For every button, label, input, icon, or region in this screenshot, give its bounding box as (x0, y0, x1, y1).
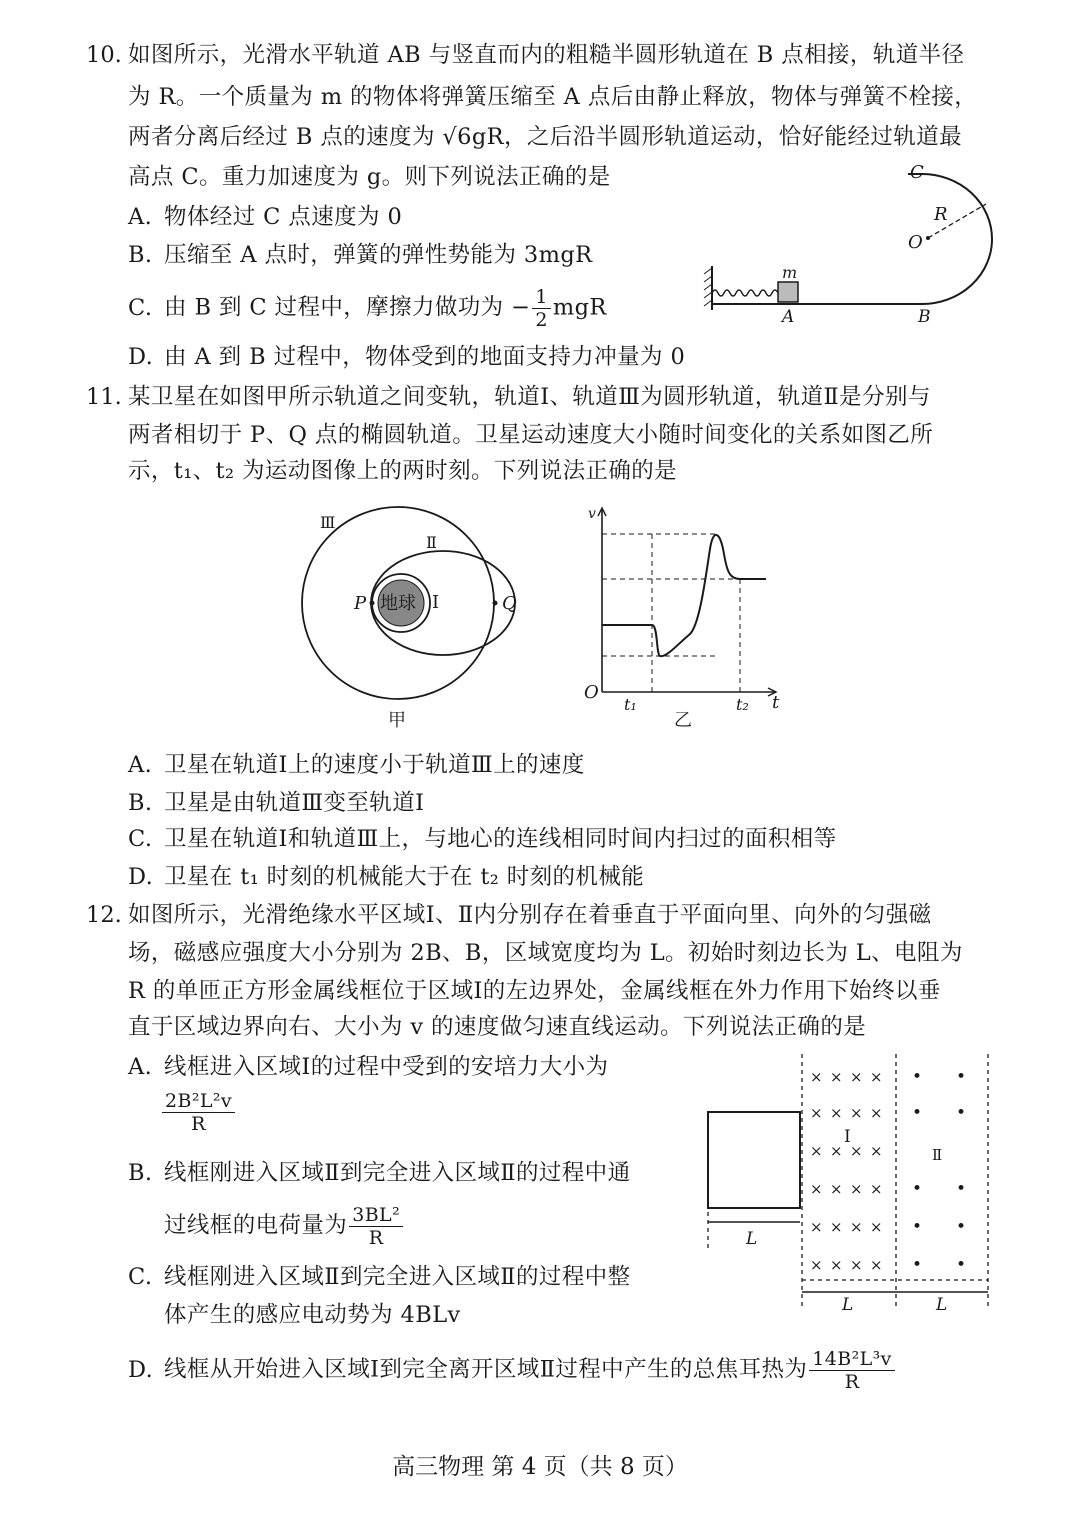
orbit-1-label: Ⅰ (432, 592, 440, 613)
q10-label-b: B (918, 307, 931, 327)
q10-option-c-frac-num: 1 (532, 286, 551, 309)
cross: × (830, 1256, 843, 1274)
cross: × (810, 1218, 823, 1236)
q10-option-a-label: A. (128, 204, 153, 230)
q11-option-d (128, 862, 644, 892)
q10-wall-hatch (704, 268, 712, 306)
q12-option-a-label: A. (128, 1054, 153, 1080)
cross: × (850, 1068, 863, 1086)
cross: × (810, 1180, 823, 1198)
q10-stem-line-3: 两者分离后经过 B 点的速度为 √6gR，之后沿半圆形轨道运动，恰好能经过轨道最 (128, 124, 962, 150)
cross: × (810, 1104, 823, 1122)
dot: • (912, 1217, 923, 1237)
q12-stem-line-1: 如图所示，光滑绝缘水平区域Ⅰ、Ⅱ内分别存在着垂直于平面向里、向外的匀强磁 (128, 902, 932, 928)
cross: × (870, 1068, 883, 1086)
q12-stem-line-2: 场，磁感应强度大小分别为 2B、B，区域宽度均为 L。初始时刻边长为 L、电阻为 (128, 940, 963, 966)
q10-label-r: R (934, 204, 948, 225)
cross: × (870, 1218, 883, 1236)
cross: × (870, 1104, 883, 1122)
q12-option-d-frac-num: 14B²L³v (809, 1348, 895, 1371)
dot: • (956, 1179, 967, 1199)
q12-option-b-label: B. (128, 1160, 153, 1186)
q12-option-d (128, 1348, 897, 1393)
cross: × (850, 1142, 863, 1160)
q12-option-a-fraction-wrap (160, 1090, 237, 1135)
q10-option-d-label: D. (128, 344, 154, 370)
dot: • (912, 1103, 923, 1123)
q10-option-a-text: 物体经过 C 点速度为 0 (164, 204, 403, 230)
q10-option-c-label: C. (128, 294, 153, 321)
q12-option-c-line-2 (164, 1300, 461, 1330)
region-1-field (810, 1068, 883, 1274)
q10-block (778, 282, 798, 302)
q12-option-d-fraction (809, 1348, 895, 1393)
q12-option-b-fraction (349, 1204, 403, 1249)
q11-option-a-label: A. (128, 752, 153, 778)
q10-semicircle (922, 174, 992, 304)
v-axis-label: v (588, 506, 596, 522)
q10-label-c: C (910, 162, 924, 183)
q12-option-b-text-1: 线框刚进入区域Ⅱ到完全进入区域Ⅱ的过程中通 (164, 1160, 631, 1186)
cross: × (830, 1142, 843, 1160)
q10-option-c-text: 由 B 到 C 过程中，摩擦力做功为 − (164, 294, 531, 321)
cross: × (870, 1180, 883, 1198)
frame-width-label: L (746, 1229, 758, 1249)
t1-label: t₁ (624, 695, 637, 714)
q11-guides (602, 534, 766, 692)
q10-option-b (128, 240, 593, 270)
cross: × (870, 1142, 883, 1160)
orbit-2-label: Ⅱ (426, 533, 437, 552)
q11-stem-line-1: 某卫星在如图甲所示轨道之间变轨，轨道Ⅰ、轨道Ⅲ为圆形轨道，轨道Ⅱ是分别与 (128, 384, 931, 410)
figure-jia-caption: 甲 (388, 710, 406, 731)
q11-stem-line-2: 两者相切于 P、Q 点的椭圆轨道。卫星运动速度大小随时间变化的关系如图乙所 (128, 422, 934, 448)
region-1-width-label: L (842, 1295, 854, 1315)
q12-option-b-frac-num: 3BL² (349, 1204, 403, 1227)
q11-option-b-label: B. (128, 790, 153, 816)
q12-stem-line-3: R 的单匝正方形金属线框位于区域Ⅰ的左边界处，金属线框在外力作用下始终以垂 (128, 978, 941, 1004)
q11-figure-yi (580, 504, 790, 734)
q12-stem-line-4: 直于区域边界向右、大小为 v 的速度做匀速直线运动。下列说法正确的是 (128, 1014, 867, 1040)
q12-number: 12. (86, 902, 122, 928)
t-axis-label: t (772, 692, 780, 713)
region-2-width-label: L (936, 1295, 948, 1315)
q10-label-o: O (908, 232, 923, 253)
q10-option-b-label: B. (128, 242, 153, 268)
q12-option-b-line-2 (164, 1204, 405, 1249)
q10-option-a (128, 202, 402, 232)
q11-number: 11. (86, 384, 122, 410)
q12-option-a-text: 线框进入区域Ⅰ的过程中受到的安培力大小为 (164, 1054, 609, 1080)
q12-option-c (128, 1262, 631, 1292)
dot: • (956, 1067, 967, 1087)
q10-label-a: A (782, 307, 795, 327)
page-footer: 高三物理 第 4 页（共 8 页） (392, 1454, 688, 1480)
cross: × (870, 1256, 883, 1274)
q12-option-c-text-2: 体产生的感应电动势为 4BLv (164, 1302, 461, 1328)
q11-option-c-text: 卫星在轨道Ⅰ和轨道Ⅲ上，与地心的连线相同时间内扫过的面积相等 (164, 826, 837, 852)
region-2-label: Ⅱ (932, 1146, 943, 1164)
dot: • (956, 1217, 967, 1237)
q10-option-d (128, 342, 685, 372)
q12-option-a-fraction (162, 1090, 235, 1135)
q12-option-a-frac-den: R (191, 1113, 206, 1135)
cross: × (850, 1104, 863, 1122)
q10-figure (700, 158, 1000, 328)
q11-figure-jia (300, 508, 520, 748)
cross: × (850, 1180, 863, 1198)
q11-option-b-text: 卫星是由轨道Ⅲ变至轨道Ⅰ (164, 790, 425, 816)
dot: • (956, 1103, 967, 1123)
region-boundaries (708, 1054, 988, 1310)
q12-option-d-frac-den: R (844, 1371, 860, 1393)
point-p-dot (370, 601, 375, 606)
cross: × (810, 1142, 823, 1160)
cross: × (830, 1218, 843, 1236)
q11-option-c (128, 824, 837, 854)
q11-stem-line-3: 示，t₁、t₂ 为运动图像上的两时刻。下列说法正确的是 (128, 458, 678, 484)
q12-option-b-text-2: 过线框的电荷量为 (164, 1212, 348, 1239)
earth-label: 地球 (380, 593, 416, 614)
q10-option-c-tail: mgR (552, 294, 607, 321)
q11-option-a (128, 750, 585, 780)
dot: • (912, 1179, 923, 1199)
wire-frame (708, 1112, 800, 1208)
q12-option-d-text: 线框从开始进入区域Ⅰ到完全离开区域Ⅱ过程中产生的总焦耳热为 (164, 1356, 808, 1383)
q10-option-c (128, 286, 607, 331)
dot: • (912, 1067, 923, 1087)
q10-stem-line-2: 为 R。一个质量为 m 的物体将弹簧压缩至 A 点后由静止释放，物体与弹簧不栓接， (128, 84, 978, 110)
figure-yi-caption: 乙 (674, 710, 692, 731)
cross: × (830, 1180, 843, 1198)
q10-stem-line-1: 如图所示，光滑水平轨道 AB 与竖直而内的粗糙半圆形轨道在 B 点相接，轨道半径 (128, 42, 965, 68)
cross: × (830, 1104, 843, 1122)
q11-option-a-text: 卫星在轨道Ⅰ上的速度小于轨道Ⅲ上的速度 (164, 752, 585, 778)
origin-label: O (584, 682, 599, 703)
point-q-label: Q (502, 593, 517, 614)
point-p-label: P (354, 593, 367, 614)
cross: × (810, 1068, 823, 1086)
q12-option-a-frac-num: 2B²L²v (162, 1090, 235, 1113)
q11-option-d-text: 卫星在 t₁ 时刻的机械能大于在 t₂ 时刻的机械能 (164, 864, 645, 890)
q11-option-d-label: D. (128, 864, 154, 890)
q11-option-c-label: C. (128, 826, 153, 852)
cross: × (810, 1256, 823, 1274)
cross: × (830, 1068, 843, 1086)
region-2-field (912, 1067, 966, 1275)
q10-number: 10. (86, 42, 122, 68)
dot: • (956, 1255, 967, 1275)
q10-option-d-text: 由 A 到 B 过程中，物体受到的地面支持力冲量为 0 (164, 344, 686, 370)
cross: × (850, 1256, 863, 1274)
q10-option-b-text: 压缩至 A 点时，弹簧的弹性势能为 3mgR (164, 242, 593, 268)
region-1-label: Ⅰ (844, 1127, 851, 1147)
q12-option-c-text-1: 线框刚进入区域Ⅱ到完全进入区域Ⅱ的过程中整 (164, 1264, 631, 1290)
orbit-3-label: Ⅲ (320, 513, 336, 532)
q12-figure (700, 1052, 1000, 1314)
t2-label: t₂ (736, 695, 749, 714)
q10-label-m: m (782, 263, 798, 282)
q11-option-b (128, 788, 424, 818)
q10-option-c-fraction (532, 286, 551, 331)
point-q-dot (493, 601, 498, 606)
q12-option-c-label: C. (128, 1264, 153, 1290)
q12-option-b (128, 1158, 631, 1188)
q10-stem-line-4: 高点 C。重力加速度为 g。则下列说法正确的是 (128, 164, 611, 190)
q12-option-a (128, 1052, 608, 1082)
q10-option-c-frac-den: 2 (535, 309, 548, 331)
dot: • (912, 1255, 923, 1275)
cross: × (850, 1218, 863, 1236)
q12-option-b-frac-den: R (368, 1227, 384, 1249)
velocity-curve (602, 535, 766, 656)
q12-option-d-label: D. (128, 1356, 154, 1383)
